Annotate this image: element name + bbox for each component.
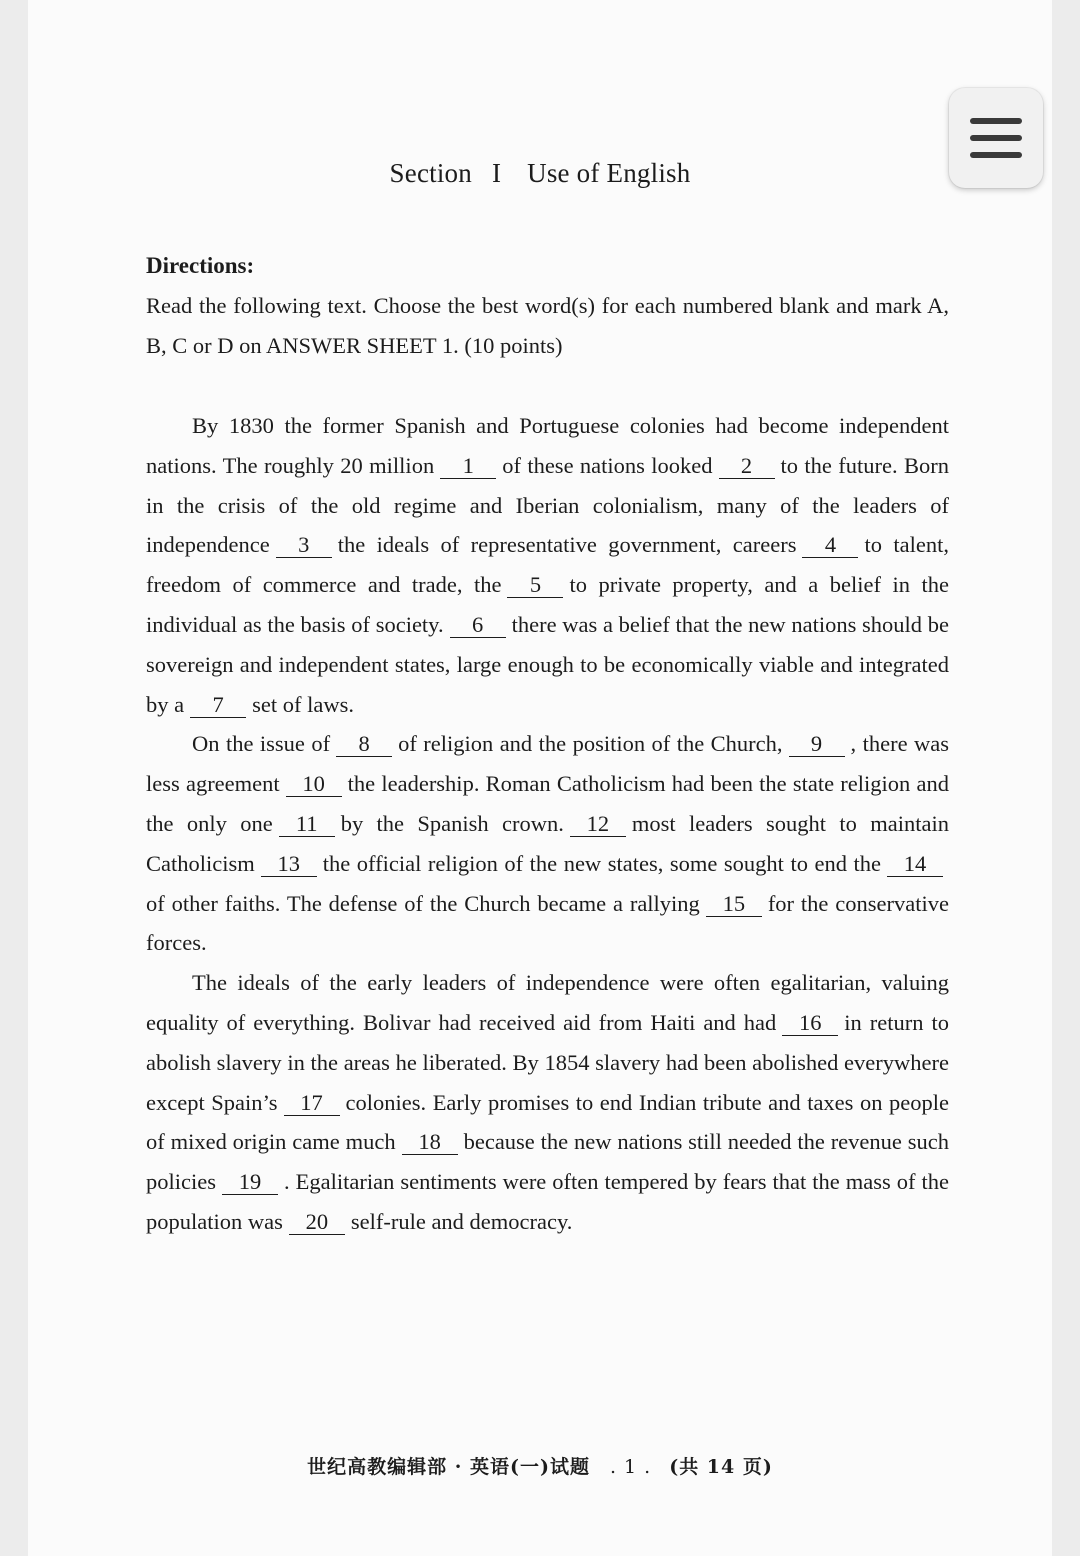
blank-6: 6 bbox=[450, 613, 506, 638]
blank-19: 19 bbox=[222, 1170, 278, 1195]
section-label: Section bbox=[389, 158, 472, 188]
directions-text: Read the following text. Choose the best word(s) for each numbered blank and mark A, B, C or D on ANSWER SHEET 1. (10 points) bbox=[146, 293, 949, 358]
blank-1: 1 bbox=[440, 454, 496, 479]
footer-text: 世纪高教编辑部 · 英语(一)试题 bbox=[307, 1456, 590, 1478]
blank-2: 2 bbox=[719, 454, 775, 479]
blank-12: 12 bbox=[570, 812, 626, 837]
passage-paragraph-2: On the issue of 8 of religion and the position of the Church, 9 , there was less agreement 10 the leadership. Roman Catholicism had been the state religion and the only one 11 by the Spanish crown. 12 most leaders sought to maintain Catholicism 13 the official religion of the new states, some sought to end the 14of other faiths. The defense of the Church became a rallying 15 for the conservative forces. bbox=[146, 731, 949, 956]
blank-18: 18 bbox=[402, 1130, 458, 1155]
blank-5: 5 bbox=[507, 573, 563, 598]
blank-9: 9 bbox=[789, 732, 845, 757]
blank-3: 3 bbox=[276, 533, 332, 558]
section-numeral: I bbox=[491, 158, 502, 188]
section-title bbox=[0, 158, 1080, 189]
blank-4: 4 bbox=[802, 533, 858, 558]
blank-17: 17 bbox=[284, 1091, 340, 1116]
directions-heading: Directions: bbox=[146, 253, 255, 278]
blank-8: 8 bbox=[336, 732, 392, 757]
blank-16: 16 bbox=[782, 1011, 838, 1036]
passage bbox=[146, 406, 949, 1242]
passage-paragraph-1: By 1830 the former Spanish and Portuguese colonies had become independent nations. The roughly 20 million 1 of these nations looked 2 to the future. Born in the crisis of the old regime and Iberian colonialism, many of the leaders of independence 3 the ideals of representative government, careers 4 to talent, freedom of commerce and trade, the 5 to private property, and a belief in the individual as the basis of society. 6 there was a belief that the new nations should be sovereign and independent states, large enough to be economically viable and integrated by a 7 set of laws. bbox=[146, 413, 949, 717]
passage-paragraph-3: The ideals of the early leaders of independence were often egalitarian, valuing equality of everything. Bolivar had received aid from Haiti and had 16 in return to abolish slavery in the areas he liberated. By 1854 slavery had been abolished everywhere except Spain’s 17 colonies. Early promises to end Indian tribute and taxes on people of mixed origin came much 18 because the new nations still needed the revenue such policies 19 . Egalitarian sentiments were often tempered by fears that the mass of the population was 20 self-rule and democracy. bbox=[146, 970, 949, 1234]
page-total: (共 14 页) bbox=[669, 1456, 773, 1478]
blank-13: 13 bbox=[261, 852, 317, 877]
blank-11: 11 bbox=[279, 812, 335, 837]
blank-7: 7 bbox=[190, 693, 246, 718]
page-number: . 1 . bbox=[609, 1456, 652, 1478]
blank-20: 20 bbox=[289, 1210, 345, 1235]
section-name: Use of English bbox=[527, 158, 691, 188]
blank-15: 15 bbox=[706, 892, 762, 917]
blank-14: 14 bbox=[887, 852, 943, 877]
page-footer bbox=[0, 1452, 1080, 1479]
hamburger-menu-icon bbox=[970, 118, 1022, 124]
hamburger-menu-icon-bar bbox=[970, 135, 1022, 141]
blank-10: 10 bbox=[286, 772, 342, 797]
exam-content bbox=[146, 246, 949, 1242]
